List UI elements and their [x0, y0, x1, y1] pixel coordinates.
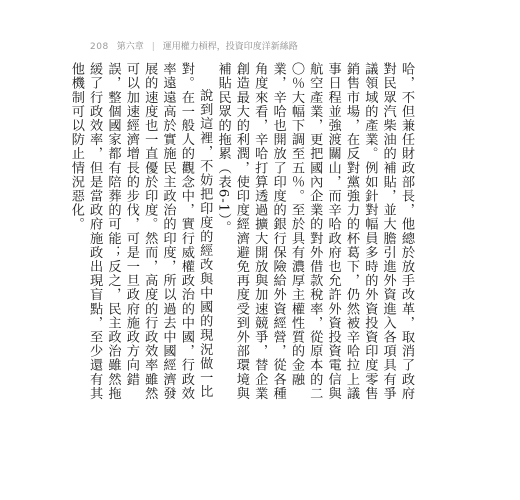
running-head [90, 39, 298, 52]
vertical-body-text [68, 62, 415, 412]
page-number: 208 [90, 42, 109, 52]
paragraph-2 [66, 62, 213, 412]
paragraph-2-text: 說到這裡，不妨把印度的經改與中國的現況做一比對。在一般人的觀念中，實行威權政治的中國，行政效率遠遠高於實施民主政治的印度，所以過去中國經濟發展的速度也一直優於印度。然而，高度的行政效率雖然可以加速經濟增長的步伐，可是一旦政府施政方向錯誤，整個國家都有陪葬的可能；反之，民主政治雖然拖緩了行政效率，但是當政府施政出現盲點，至少還有其他機制可以防止情況惡化。 [68, 62, 213, 401]
chapter-title: 運用權力槓桿，投資印度洋新絲路 [162, 42, 298, 52]
chapter-label: 第六章 [116, 42, 144, 52]
header-separator: | [151, 42, 155, 52]
paragraph-1: 哈，不但兼任財政部長，他總於放手改革，取消了政府對民眾汽柴油的補貼，並大膽引進外資進入各項具有爭議領域的產業。例如針對幅員多時的外資投資印度零售銷售市場，在反對黨強力的杯葛下，仍然被辛哈拉上議事日程並強渡關山，而辛哈政府也允許外資投資電信與航空產業，更把國內企業的對外借款稅率，從原本的二〇％大幅下調至五％。至於具有濃厚主權性質的金融業，辛哈也開放了印度的銀行保險給外資經營，從各種角度來看，辛哈打算透過擴大開放與加速競爭，替企業創造最大的利潤，使印度經濟避免再度受到外部環境與補貼民眾的拖累（表6-1）。 [215, 62, 414, 401]
